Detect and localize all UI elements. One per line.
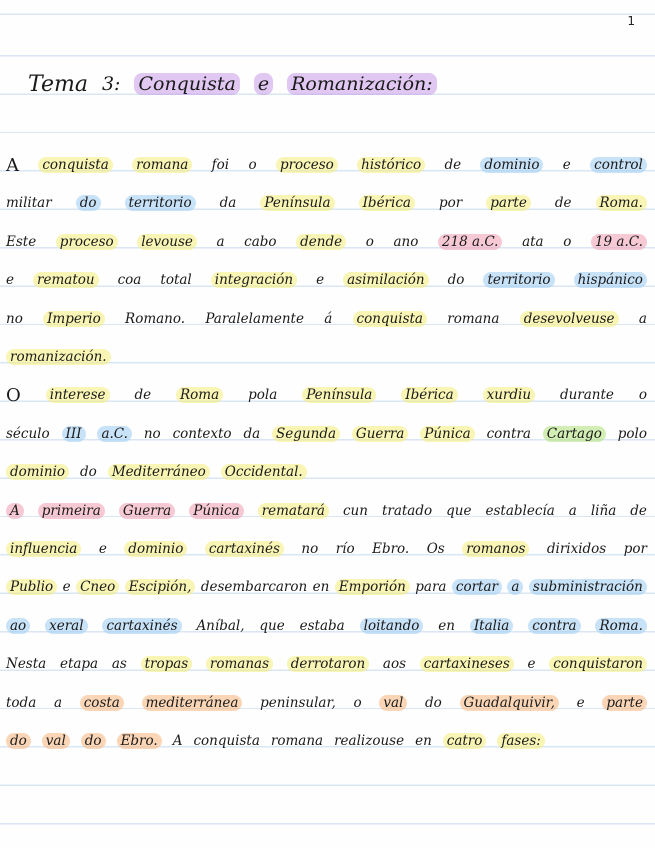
text-line xyxy=(6,378,647,412)
word: da xyxy=(219,195,237,212)
highlighted-word: Guerra xyxy=(352,426,408,442)
word: Romano. xyxy=(125,310,186,327)
highlighted-word: val xyxy=(42,733,70,749)
highlighted-word: costa xyxy=(80,695,124,711)
word: no xyxy=(301,541,319,557)
highlighted-word: Ibérica xyxy=(359,195,415,211)
highlighted-word: romanos xyxy=(462,541,529,557)
word: durante xyxy=(559,387,614,404)
word: e xyxy=(98,541,107,557)
text-line xyxy=(6,609,647,643)
word: de xyxy=(554,195,572,212)
word: liña xyxy=(590,502,617,519)
word: romana xyxy=(447,310,500,327)
text-line xyxy=(6,263,647,297)
highlighted-word: do xyxy=(6,733,31,749)
highlighted-word: romana xyxy=(132,157,192,173)
highlighted-word: Península xyxy=(302,387,376,403)
highlighted-word: Mediterráneo xyxy=(108,464,210,480)
highlighted-word: contra xyxy=(528,618,580,634)
highlighted-word: a xyxy=(507,579,523,595)
highlighted-word: Guerra xyxy=(119,503,175,519)
highlighted-word: territorio xyxy=(483,272,554,288)
text-line xyxy=(6,455,647,489)
highlighted-word: hispánico xyxy=(574,272,647,288)
word: realizouse xyxy=(334,733,405,749)
word: a xyxy=(53,694,63,711)
word: do xyxy=(80,464,97,481)
word: á xyxy=(324,310,333,327)
highlighted-word: cortar xyxy=(452,579,502,595)
word: ano xyxy=(393,233,419,250)
word: romana xyxy=(270,733,324,749)
highlighted-word: levouse xyxy=(137,234,197,250)
word: para xyxy=(415,579,447,596)
word: O xyxy=(6,384,21,406)
word: a xyxy=(216,233,225,250)
highlighted-word: Emporión xyxy=(335,579,410,595)
highlighted-word: Península xyxy=(260,195,334,211)
word: o xyxy=(248,157,257,173)
word: o xyxy=(563,233,572,250)
word: a xyxy=(638,310,647,327)
word: a xyxy=(568,502,577,519)
word: do xyxy=(447,272,465,289)
word: e xyxy=(562,157,571,173)
word: Os xyxy=(426,541,445,557)
text-line xyxy=(6,494,647,528)
word: no xyxy=(6,310,23,327)
highlighted-word: Escipión, xyxy=(125,579,196,595)
word: ata xyxy=(522,233,544,250)
word: cabo xyxy=(244,233,277,250)
word: Este xyxy=(6,233,37,250)
word: conquista xyxy=(193,733,260,749)
word: de xyxy=(630,502,647,519)
word: dirixidos xyxy=(546,541,607,557)
word: que xyxy=(259,617,285,634)
highlighted-word: Púnica xyxy=(189,503,243,519)
word: etapa xyxy=(59,656,99,673)
word: de xyxy=(134,387,152,404)
highlighted-word: histórico xyxy=(357,157,425,173)
highlighted-word: catro xyxy=(443,733,487,749)
highlighted-word: desevolveuse xyxy=(520,311,619,327)
word: río xyxy=(335,541,355,557)
highlighted-word: cartaxineses xyxy=(420,656,514,672)
title-number: 3: xyxy=(101,73,121,95)
highlighted-word: rematará xyxy=(258,503,329,519)
word: militar xyxy=(6,195,52,212)
highlighted-word: do xyxy=(76,195,101,211)
highlighted-word: Publio xyxy=(6,579,57,595)
highlighted-word: a.C. xyxy=(97,426,131,442)
word: e xyxy=(316,272,325,289)
word: Ebro. xyxy=(372,541,410,557)
highlighted-word: xurdiu xyxy=(483,387,535,403)
word: establecía xyxy=(485,502,555,519)
highlighted-word: Occidental. xyxy=(221,464,307,480)
word: foi xyxy=(211,157,230,173)
highlighted-word: loitando xyxy=(360,618,424,634)
highlighted-word: Imperio xyxy=(43,311,105,327)
text-line xyxy=(6,686,647,720)
title-tema: Tema xyxy=(28,71,88,97)
highlighted-word: dominio xyxy=(480,157,543,173)
text-line xyxy=(6,225,647,259)
highlighted-word: asimilación xyxy=(343,272,428,288)
word: Aníbal, xyxy=(196,617,245,634)
highlighted-word: proceso xyxy=(276,157,338,173)
highlighted-word: control xyxy=(590,157,647,173)
highlighted-word: conquista xyxy=(38,157,112,173)
word: en xyxy=(312,579,330,596)
word: século xyxy=(6,425,50,442)
highlighted-word: parte xyxy=(602,695,647,711)
text-line xyxy=(6,302,647,336)
highlighted-word: conquista xyxy=(353,311,427,327)
word: no xyxy=(143,425,161,442)
highlighted-word: rematou xyxy=(33,272,99,288)
highlighted-word: do xyxy=(81,733,106,749)
word: e xyxy=(527,656,536,673)
highlighted-word: interese xyxy=(46,387,110,403)
word: do xyxy=(425,694,442,711)
highlighted-word: mediterránea xyxy=(142,695,243,711)
word: cun xyxy=(342,502,368,519)
highlighted-word: A xyxy=(6,503,24,519)
page-number: 1 xyxy=(627,14,635,28)
page-title xyxy=(28,64,437,104)
highlighted-word: Segunda xyxy=(272,426,340,442)
highlighted-word: Ibérica xyxy=(401,387,457,403)
word: por xyxy=(438,195,463,212)
highlighted-word: dominio xyxy=(6,464,69,480)
word: o xyxy=(353,694,362,711)
title-e: e xyxy=(254,73,273,95)
highlighted-word: fases: xyxy=(497,733,544,749)
word: da xyxy=(243,425,261,442)
word: peninsular, xyxy=(260,694,336,711)
word: pola xyxy=(248,387,278,404)
highlighted-word: derrotaron xyxy=(287,656,369,672)
word: e xyxy=(6,272,14,289)
highlighted-word: Italia xyxy=(470,618,514,634)
word: por xyxy=(623,541,647,557)
highlighted-word: Cneo xyxy=(76,579,119,595)
highlighted-word: proceso xyxy=(56,234,118,250)
highlighted-word: 218 a.C. xyxy=(438,234,503,250)
word: Nesta xyxy=(6,656,47,673)
highlighted-word: Cartago xyxy=(543,426,606,442)
word: toda xyxy=(6,694,37,711)
highlighted-word: cartaxinés xyxy=(205,541,284,557)
highlighted-word: subministración xyxy=(529,579,647,595)
word: polo xyxy=(617,425,647,442)
word: desembarcaron xyxy=(200,579,308,596)
word: contexto xyxy=(172,425,232,442)
highlighted-word: romanización. xyxy=(6,349,111,365)
text-line xyxy=(6,148,647,182)
highlighted-word: parte xyxy=(486,195,531,211)
word: e xyxy=(576,694,585,711)
highlighted-word: Púnica xyxy=(420,426,474,442)
word: Paralelamente xyxy=(205,310,304,327)
text-line xyxy=(6,532,647,566)
highlighted-word: 19 a.C. xyxy=(591,234,647,250)
highlighted-word: dominio xyxy=(124,541,187,557)
highlighted-word: tropas xyxy=(141,656,193,672)
highlighted-word: Roma. xyxy=(596,195,647,211)
highlighted-word: ao xyxy=(6,618,30,634)
word: de xyxy=(444,157,462,173)
highlighted-word: territorio xyxy=(125,195,196,211)
highlighted-word: Guadalquivir, xyxy=(460,695,559,711)
highlighted-word: conquistaron xyxy=(549,656,647,672)
text-line xyxy=(6,570,647,604)
highlighted-word: Roma xyxy=(176,387,223,403)
word: estaba xyxy=(299,617,345,634)
highlighted-word: III xyxy=(62,426,86,442)
highlighted-word: Ebro. xyxy=(117,733,162,749)
word: o xyxy=(638,387,647,404)
highlighted-word: primeira xyxy=(38,503,105,519)
word: tratado xyxy=(381,502,433,519)
text-line xyxy=(6,186,647,220)
word: que xyxy=(446,502,472,519)
highlighted-word: dende xyxy=(296,234,346,250)
word: A xyxy=(6,154,19,176)
title-conquista: Conquista xyxy=(134,73,239,95)
highlighted-word: val xyxy=(379,695,407,711)
highlighted-word: cartaxinés xyxy=(102,618,181,634)
highlighted-word: influencia xyxy=(6,541,81,557)
word: en xyxy=(415,733,432,749)
text-line xyxy=(6,724,647,758)
word: e xyxy=(62,579,71,596)
word: as xyxy=(111,656,127,673)
highlighted-word: romanas xyxy=(206,656,273,672)
word: A xyxy=(172,733,183,749)
text-line xyxy=(6,647,647,681)
title-romanizacion: Romanización: xyxy=(287,73,437,95)
highlighted-word: integración xyxy=(211,272,297,288)
text-line xyxy=(6,417,647,451)
word: coa xyxy=(117,272,142,289)
word: o xyxy=(365,233,374,250)
highlighted-word: Roma. xyxy=(595,618,646,634)
text-line xyxy=(6,340,647,374)
word: aos xyxy=(382,656,407,673)
word: contra xyxy=(486,425,531,442)
word: total xyxy=(160,272,192,289)
highlighted-word: xeral xyxy=(45,618,87,634)
word: en xyxy=(438,617,455,634)
